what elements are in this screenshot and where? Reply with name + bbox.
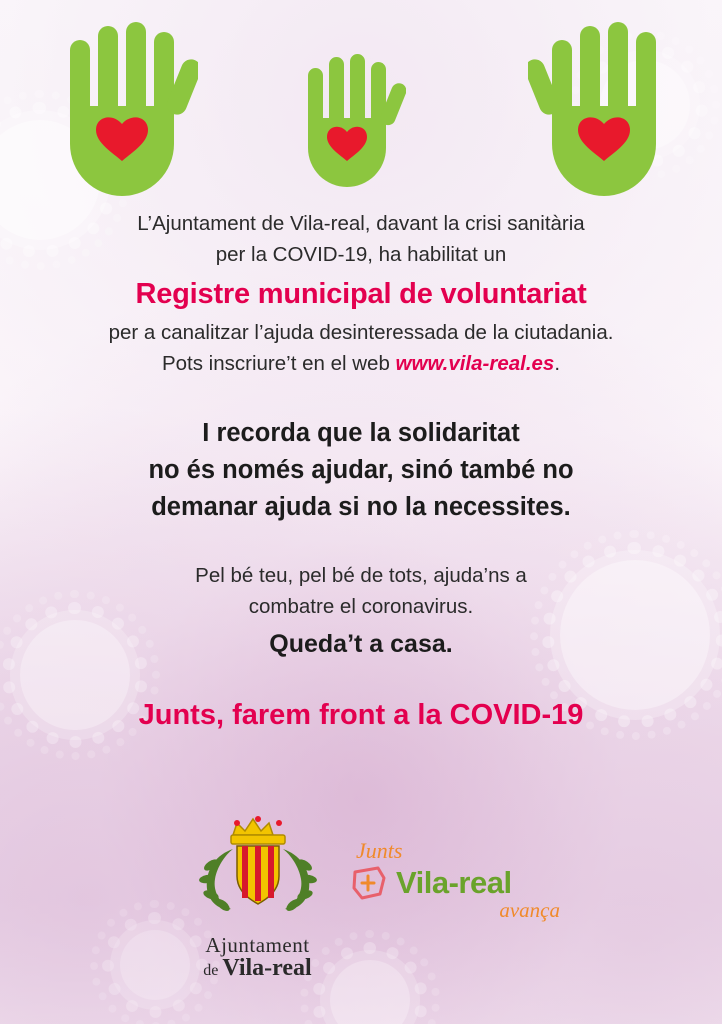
ajuntament-city: Vila-real xyxy=(222,955,312,982)
ajuntament-logo xyxy=(175,805,340,981)
stay-home-message: Queda’t a casa. xyxy=(269,630,453,658)
ajuntament-de: de xyxy=(203,962,223,980)
intro-line-2: per la COVID-19, ha habilitat un xyxy=(215,243,507,266)
ajuntament-wordmark xyxy=(175,934,340,981)
intro-paragraph xyxy=(0,208,722,270)
subintro-line-1: per a canalitzar l’ajuda desinteressada de la ciutadania. xyxy=(108,321,614,344)
ajuntament-line-2 xyxy=(175,956,340,981)
junts-wordmark: Junts xyxy=(356,838,403,863)
appeal-paragraph xyxy=(0,560,722,622)
vila-real-wordmark: Vila-real xyxy=(396,865,512,900)
headline-registre: Registre municipal de voluntariat xyxy=(135,278,587,310)
vila-real-map-icon xyxy=(350,864,388,902)
appeal-line-1: Pel bé teu, pel bé de tots, ajuda’ns a xyxy=(195,564,527,587)
hand-heart-left-icon xyxy=(62,22,198,207)
poster-text-content xyxy=(0,208,722,732)
subintro-line-2 xyxy=(0,348,722,379)
vila-real-brand-row xyxy=(350,864,570,902)
campaign-slogan: Junts, farem front a la COVID-19 xyxy=(138,699,584,731)
appeal-line-2: combatre el coronavirus. xyxy=(248,595,474,618)
message-line-2: no és només ajudar, sinó també no xyxy=(148,456,574,484)
ajuntament-line-1: Ajuntament xyxy=(205,933,310,957)
solidarity-message xyxy=(0,415,722,526)
hand-heart-center-icon xyxy=(302,52,406,197)
subintro-line-2-prefix: Pots inscriure’t en el web xyxy=(161,352,396,375)
subintro-paragraph xyxy=(0,317,722,379)
avanca-wordmark: avança xyxy=(499,898,560,922)
subintro-line-2-suffix: . xyxy=(554,352,561,375)
message-line-3: demanar ajuda si no la necessites. xyxy=(151,493,571,521)
intro-line-1: L’Ajuntament de Vila-real, davant la crisi sanitària xyxy=(137,212,585,235)
hand-heart-right-icon xyxy=(528,22,664,207)
vila-real-avanca-logo xyxy=(350,840,570,921)
message-line-1: I recorda que la solidaritat xyxy=(202,419,520,447)
vila-real-coat-of-arms-icon xyxy=(175,805,340,925)
logo-row xyxy=(0,800,722,1000)
website-link[interactable]: www.vila-real.es xyxy=(395,352,555,375)
hands-illustration xyxy=(0,14,722,214)
